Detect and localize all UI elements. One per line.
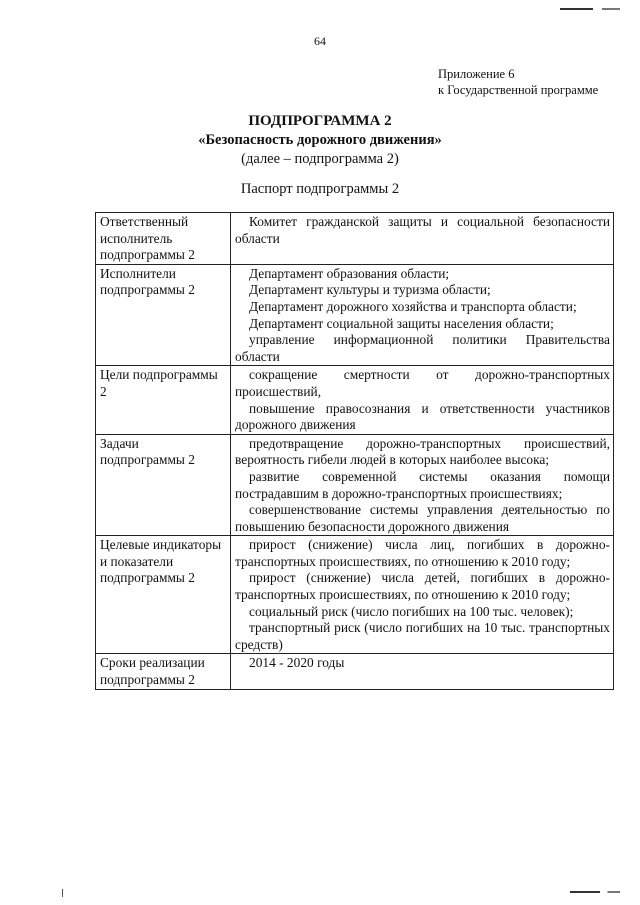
row-paragraph: Комитет гражданской защиты и социальной безопасности области [235, 214, 610, 246]
row-paragraph: предотвращение дорожно-транспортных происшествий, вероятность гибели людей в которых наиболее высока; [235, 435, 610, 468]
row-paragraph: Департамент социальной защиты населения области; [249, 315, 554, 331]
row-paragraph: развитие современной системы оказания помощи пострадавшим в дорожно-транспортных происшествиях; [235, 468, 610, 501]
row-value [231, 366, 614, 434]
row-paragraph: прирост (снижение) числа детей, погибших в дорожно-транспортных происшествиях, по отношению к 2010 году; [235, 570, 610, 603]
passport-table [95, 212, 614, 690]
row-paragraph: Департамент дорожного хозяйства и транспорта области; [249, 298, 577, 314]
row-label: Сроки реализации подпрограммы 2 [96, 654, 231, 689]
appendix-line-2: к Государственной программе [438, 83, 599, 97]
table-row [96, 654, 614, 689]
row-value [231, 434, 614, 536]
page-number: 64 [314, 34, 326, 48]
row-label: Задачи подпрограммы 2 [96, 434, 231, 536]
row-value [231, 213, 614, 265]
table-row [96, 536, 614, 654]
table-row [96, 366, 614, 434]
scan-artifact-top [560, 8, 620, 10]
row-value [231, 536, 614, 654]
appendix-line-1: Приложение 6 [438, 67, 515, 81]
table-row [96, 213, 614, 265]
row-paragraph: Департамент культуры и туризма области; [249, 282, 491, 298]
row-paragraph: Департамент образования области; [249, 265, 450, 281]
subprogram-heading [0, 112, 640, 169]
row-value [231, 264, 614, 366]
passport-title: Паспорт подпрограммы 2 [240, 181, 400, 197]
row-paragraph: социальный риск (число погибших на 100 тыс. человек); [249, 603, 574, 619]
scan-artifact-left [62, 889, 63, 897]
row-paragraph: прирост (снижение) числа лиц, погибших в дорожно-транспортных происшествиях, по отношению к 2010 году; [235, 537, 610, 569]
row-label: Ответственный исполнитель подпрограммы 2 [96, 213, 231, 265]
row-paragraph: управление информационной политики Правительства области [235, 332, 610, 364]
row-paragraph: совершенствование системы управления деятельностью по повышению безопасности дорожного движения [235, 502, 610, 534]
row-label: Целевые индикаторы и показатели подпрограммы 2 [96, 536, 231, 654]
table-row [96, 264, 614, 366]
row-paragraph: повышение правосознания и ответственности участников дорожного движения [235, 400, 610, 433]
subprogram-note: (далее – подпрограмма 2) [241, 151, 399, 167]
row-value [231, 654, 614, 689]
table-row [96, 434, 614, 536]
appendix-note [438, 66, 598, 98]
row-paragraph: сокращение смертности от дорожно-транспортных происшествий, [235, 367, 610, 399]
row-label: Цели подпрограммы 2 [96, 366, 231, 434]
row-paragraph: 2014 - 2020 годы [249, 655, 345, 671]
subprogram-title: ПОДПРОГРАММА 2 [248, 113, 392, 129]
subprogram-subtitle: «Безопасность дорожного движения» [198, 132, 442, 148]
scan-artifact-bottom [570, 891, 620, 893]
row-label: Исполнители подпрограммы 2 [96, 264, 231, 366]
row-paragraph: транспортный риск (число погибших на 10 тыс. транспортных средств) [235, 620, 610, 652]
